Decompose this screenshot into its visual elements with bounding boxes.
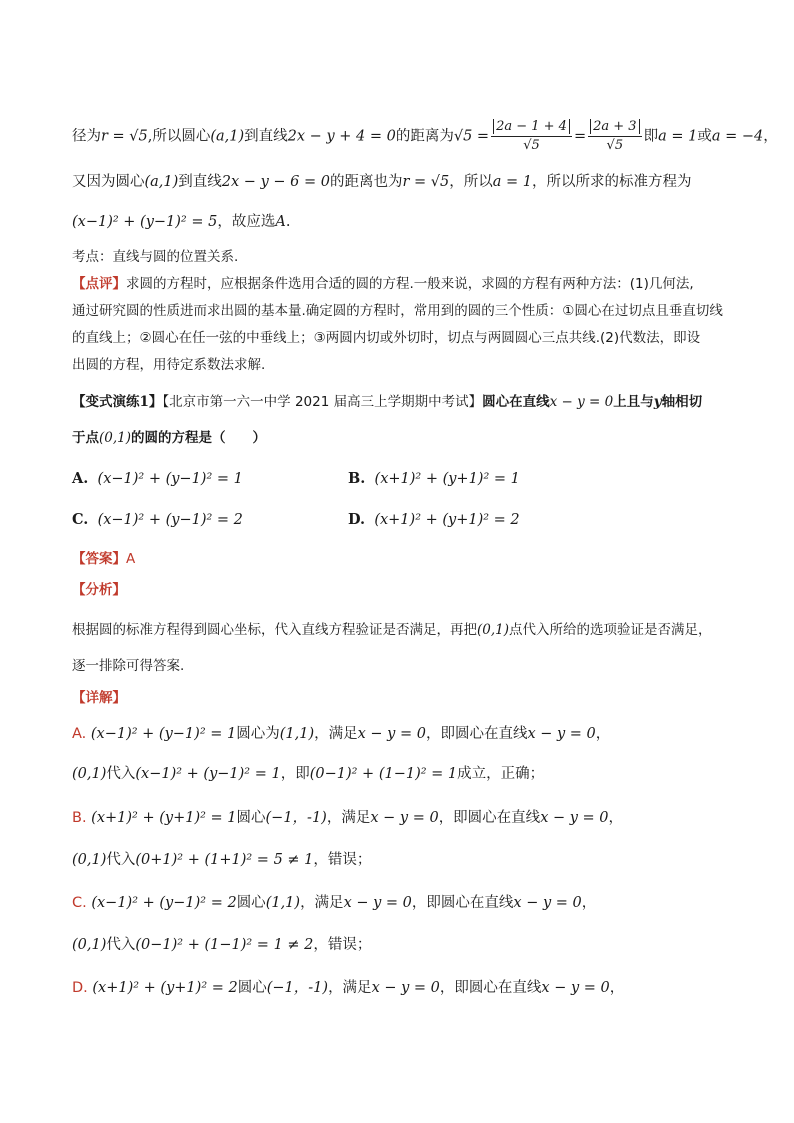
math: (0,1)	[72, 766, 107, 782]
option-expr: (x+1)² + (y+1)² = 2	[374, 512, 520, 528]
detail-b-line-2	[72, 850, 732, 870]
detail-b-line-1	[72, 808, 732, 828]
numerator: 2a + 3	[590, 119, 639, 134]
question-source: 【北京市第一六一中学 2021 届高三上学期期中考试】	[162, 394, 483, 410]
text: 点代入所给的选项验证是否满足，	[509, 622, 712, 638]
option-label: B.	[348, 470, 366, 487]
text: 代入	[106, 766, 136, 782]
text: ，满足	[328, 980, 372, 996]
analysis-line-1	[72, 620, 732, 640]
math: (x−1)² + (y−1)² = 5	[72, 214, 218, 230]
math: (0,1)	[72, 852, 107, 868]
denominator: √5	[606, 138, 624, 153]
math: (x−1)² + (y−1)² = 1	[90, 726, 237, 742]
dianping-tag: 【点评】	[72, 276, 126, 292]
option-d[interactable]	[348, 510, 520, 530]
text: 圆心为	[236, 726, 280, 742]
dianping-text: 求圆的方程时，应根据条件选用合适的圆的方程.一般来说，求圆的方程有两种方法：(1)几何法,	[126, 276, 694, 292]
question-line-1	[72, 392, 732, 412]
text: ，满足	[326, 810, 371, 826]
fraction	[491, 118, 572, 155]
fraction	[588, 118, 641, 155]
math: (a,1)	[144, 174, 179, 190]
text: ，即圆心在直线	[439, 980, 542, 996]
option-expr: (x−1)² + (y−1)² = 2	[97, 512, 243, 528]
math: y	[653, 394, 662, 410]
text: 或	[697, 128, 712, 145]
text: ，即圆心在直线	[425, 726, 528, 742]
math: √5 =	[453, 128, 490, 145]
detail-c-line-1	[72, 893, 732, 913]
math: (0,1)	[99, 430, 132, 446]
solution-line-2	[72, 172, 732, 192]
dianping-line-1	[72, 274, 732, 294]
detail-a-line-2	[72, 764, 732, 784]
math: r = √5	[101, 128, 148, 145]
detail-c-line-2	[72, 935, 732, 955]
option-expr: (x−1)² + (y−1)² = 1	[97, 471, 243, 487]
numerator: 2a − 1 + 4	[493, 119, 570, 134]
detail-label: C.	[72, 895, 87, 911]
solution-line-3	[72, 212, 732, 232]
math: (1,1)	[265, 895, 301, 911]
dianping-line-2: 通过研究圆的性质进而求出圆的基本量.确定圆的方程时，常用到的圆的三个性质：①圆心在过切点且垂直切线	[72, 303, 723, 319]
math: (x+1)² + (y+1)² = 2	[92, 980, 238, 996]
detail-label: A.	[72, 726, 87, 742]
text: ，所以	[449, 174, 493, 190]
math: (−1，-1)	[266, 980, 329, 996]
detail-d-line-1	[72, 978, 732, 998]
text: 根据圆的标准方程得到圆心坐标，代入直线方程验证是否满足，再把	[72, 622, 477, 638]
text: ，	[608, 810, 624, 826]
math: x − y = 0	[540, 810, 609, 826]
denominator: √5	[523, 138, 540, 153]
answer-tag: 【答案】	[72, 551, 126, 567]
option-b[interactable]	[348, 469, 520, 489]
text: ,所以圆心	[147, 128, 211, 145]
text: ，即圆心在直线	[438, 810, 541, 826]
text: ，	[609, 980, 625, 996]
math: x − y = 0	[370, 810, 439, 826]
math: =	[573, 128, 587, 145]
text: 代入	[106, 937, 136, 953]
text: 上且与	[613, 394, 654, 410]
analysis-tag: 【分析】	[72, 582, 126, 598]
option-c[interactable]	[72, 510, 243, 530]
math: 2x − y − 6 = 0	[221, 174, 330, 190]
math: r = √5	[402, 174, 450, 190]
dianping-line-4: 出圆的方程，用待定系数法求解.	[72, 357, 266, 373]
text: ，即	[280, 766, 310, 782]
text: ，满足	[314, 726, 358, 742]
math: (−1，-1)	[265, 810, 327, 826]
option-label: A.	[72, 470, 89, 487]
math: x − y = 0	[343, 895, 412, 911]
math: (0,1)	[72, 937, 107, 953]
text: 圆心在直线	[482, 394, 550, 410]
math: a = 1	[658, 128, 698, 145]
dianping-line-3: 的直线上；②圆心在任一弦的中垂线上；③两圆内切或外切时，切点与两圆圆心三点共线.(2)代数法，即设	[72, 330, 701, 346]
detail-label: B.	[72, 810, 87, 826]
kaodian-line: 考点：直线与圆的位置关系.	[72, 249, 239, 265]
analysis-line-2: 逐一排除可得答案.	[72, 658, 185, 674]
option-label: C.	[72, 511, 89, 528]
text: 于点	[72, 430, 99, 446]
math: (0+1)² + (1+1)² = 5 ≠ 1	[135, 852, 314, 868]
text: ，即圆心在直线	[411, 895, 514, 911]
math: a = −4	[711, 128, 764, 145]
text: 又因为圆心	[72, 174, 145, 190]
text: ，	[595, 726, 611, 742]
text: .	[285, 214, 291, 230]
math: (0−1)² + (1−1)² = 1	[309, 766, 458, 782]
text: 的距离也为	[329, 174, 403, 190]
math: (0,1)	[477, 622, 510, 638]
math: A	[275, 214, 286, 230]
text: 成立，正确；	[457, 766, 545, 782]
text: ，所以所求的标准方程为	[531, 174, 692, 190]
question-line-2	[72, 428, 732, 448]
text: 轴相切	[661, 394, 703, 410]
math: x − y = 0	[513, 895, 582, 911]
math: x − y = 0	[371, 980, 440, 996]
math: x − y = 0	[527, 726, 596, 742]
question-tag: 【变式演练1】	[72, 394, 163, 410]
text: 径为	[72, 128, 101, 145]
math: (x+1)² + (y+1)² = 1	[91, 810, 237, 826]
math: x − y = 0	[549, 394, 614, 410]
answer-line	[72, 549, 732, 569]
text: ，	[763, 128, 778, 145]
detail-label: D.	[72, 980, 88, 996]
math: (x−1)² + (y−1)² = 1	[135, 766, 281, 782]
text: 到直线	[244, 128, 288, 145]
detail-a-line-1	[72, 724, 732, 744]
math: (0−1)² + (1−1)² = 1 ≠ 2	[135, 937, 314, 953]
detail-tag: 【详解】	[72, 690, 126, 706]
text: ，错误；	[313, 937, 372, 953]
math: (x−1)² + (y−1)² = 2	[91, 895, 237, 911]
option-label: D.	[348, 511, 366, 528]
text: ，错误；	[313, 852, 372, 868]
option-a[interactable]	[72, 469, 243, 489]
text: 圆心	[236, 810, 266, 826]
text: 圆心	[236, 895, 266, 911]
math: (a,1)	[210, 128, 245, 145]
math: x − y = 0	[541, 980, 610, 996]
text: 圆心	[237, 980, 267, 996]
text: 到直线	[178, 174, 222, 190]
solution-line-1	[72, 118, 778, 155]
text: 代入	[106, 852, 136, 868]
math: a = 1	[492, 174, 532, 190]
math: x − y = 0	[357, 726, 426, 742]
text: ，满足	[300, 895, 344, 911]
math: (1,1)	[279, 726, 315, 742]
text: ，故应选	[217, 214, 276, 230]
answer-value: A	[126, 551, 136, 567]
text: 的圆的方程是（ ）	[131, 430, 267, 446]
text: ，	[581, 895, 597, 911]
text: 的距离为	[395, 128, 454, 145]
option-expr: (x+1)² + (y+1)² = 1	[374, 471, 520, 487]
text: 即	[643, 128, 659, 145]
math: 2x − y + 4 = 0	[287, 128, 396, 145]
